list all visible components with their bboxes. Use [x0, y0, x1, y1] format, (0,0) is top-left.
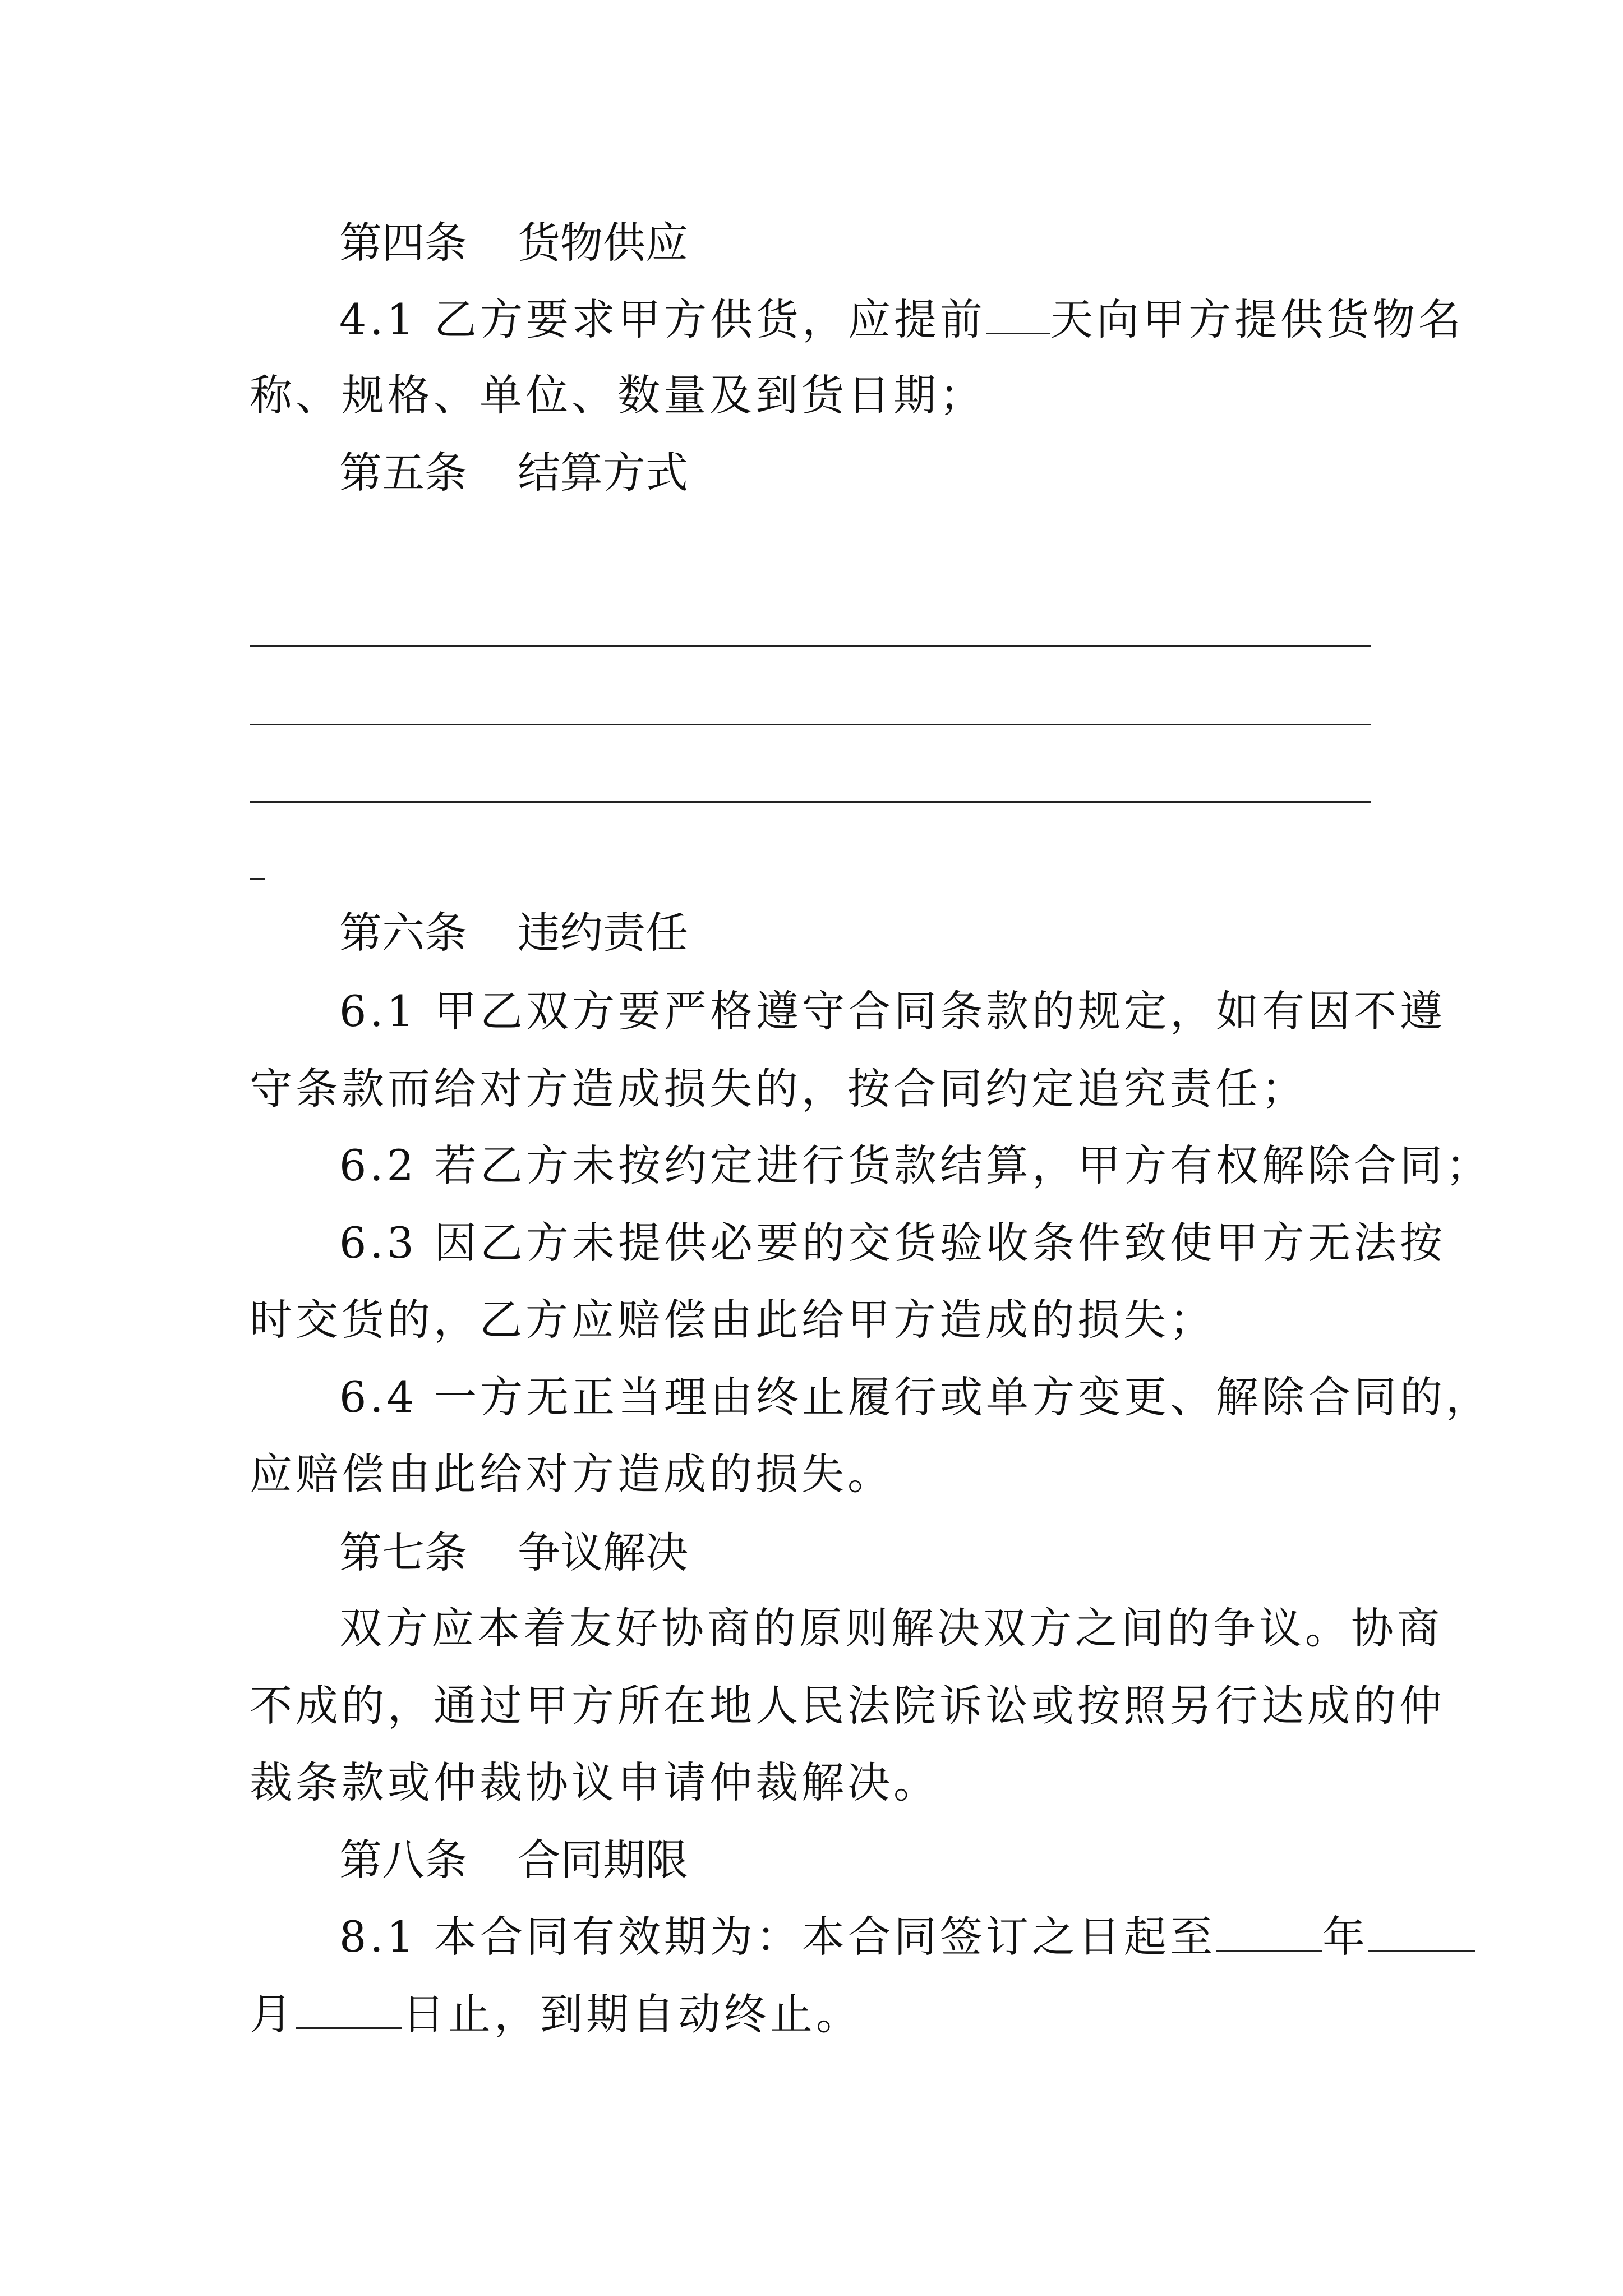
article-7-line-2: 不成的，通过甲方所在地人民法院诉讼或按照另行达成的仲 [250, 1681, 1445, 1731]
clause-8-1-line-1: 8.1 本合同有效期为：本合同签订之日起至 年 [339, 1916, 1475, 1958]
clause-6-4-line-2: 应赔偿由此给对方造成的损失。 [250, 1449, 893, 1499]
settlement-blank-line-2[interactable] [250, 724, 1371, 725]
article-number: 第七条 [339, 1527, 467, 1577]
clause-6-3-line-2: 时交货的，乙方应赔偿由此给甲方造成的损失； [250, 1295, 1215, 1345]
article-number: 第六条 [339, 908, 467, 958]
article-7-heading [339, 1527, 688, 1577]
clause-6-1-line-2: 守条款而给对方造成损失的，按合同约定追究责任； [250, 1064, 1307, 1114]
clause-6-2: 6.2 若乙方未按约定进行货款结算，甲方有权解除合同； [339, 1140, 1492, 1190]
clause-6-3-line-1: 6.3 因乙方未提供必要的交货验收条件致使甲方无法按 [339, 1218, 1446, 1268]
clause-6-4-line-1: 6.4 一方无正当理由终止履行或单方变更、解除合同的， [339, 1372, 1492, 1422]
article-7-line-3: 裁条款或仲裁协议申请仲裁解决。 [250, 1757, 939, 1807]
article-title: 合同期限 [518, 1835, 688, 1885]
article-6-heading [339, 908, 688, 958]
blank-day[interactable] [296, 1994, 402, 2029]
article-title: 货物供应 [518, 218, 688, 268]
article-5-heading [339, 448, 688, 498]
clause-4-1-line-2: 称、规格、单位、数量及到货日期； [250, 370, 985, 420]
article-title: 违约责任 [518, 908, 688, 958]
clause-8-1-line-2: 月 日止，到期自动终止。 [250, 1989, 862, 2039]
blank-month[interactable] [1368, 1916, 1475, 1952]
settlement-blank-line-1[interactable] [250, 645, 1371, 647]
article-number: 第八条 [339, 1835, 467, 1885]
settlement-blank-line-4[interactable] [250, 878, 265, 880]
article-4-heading [339, 218, 688, 268]
clause-4-1-line-1: 4.1 乙方要求甲方供货，应提前 天向甲方提供货物名 [339, 295, 1465, 344]
article-number: 第四条 [339, 218, 467, 268]
article-number: 第五条 [339, 448, 467, 498]
article-title: 争议解决 [518, 1527, 688, 1577]
blank-year[interactable] [1216, 1916, 1322, 1952]
clause-6-1-line-1: 6.1 甲乙双方要严格遵守合同条款的规定，如有因不遵 [339, 986, 1446, 1036]
blank-days[interactable] [986, 299, 1050, 334]
article-7-line-1: 双方应本着友好协商的原则解决双方之间的争议。协商 [339, 1603, 1443, 1653]
article-title: 结算方式 [518, 448, 688, 498]
settlement-blank-line-3[interactable] [250, 801, 1371, 803]
article-8-heading [339, 1835, 688, 1885]
